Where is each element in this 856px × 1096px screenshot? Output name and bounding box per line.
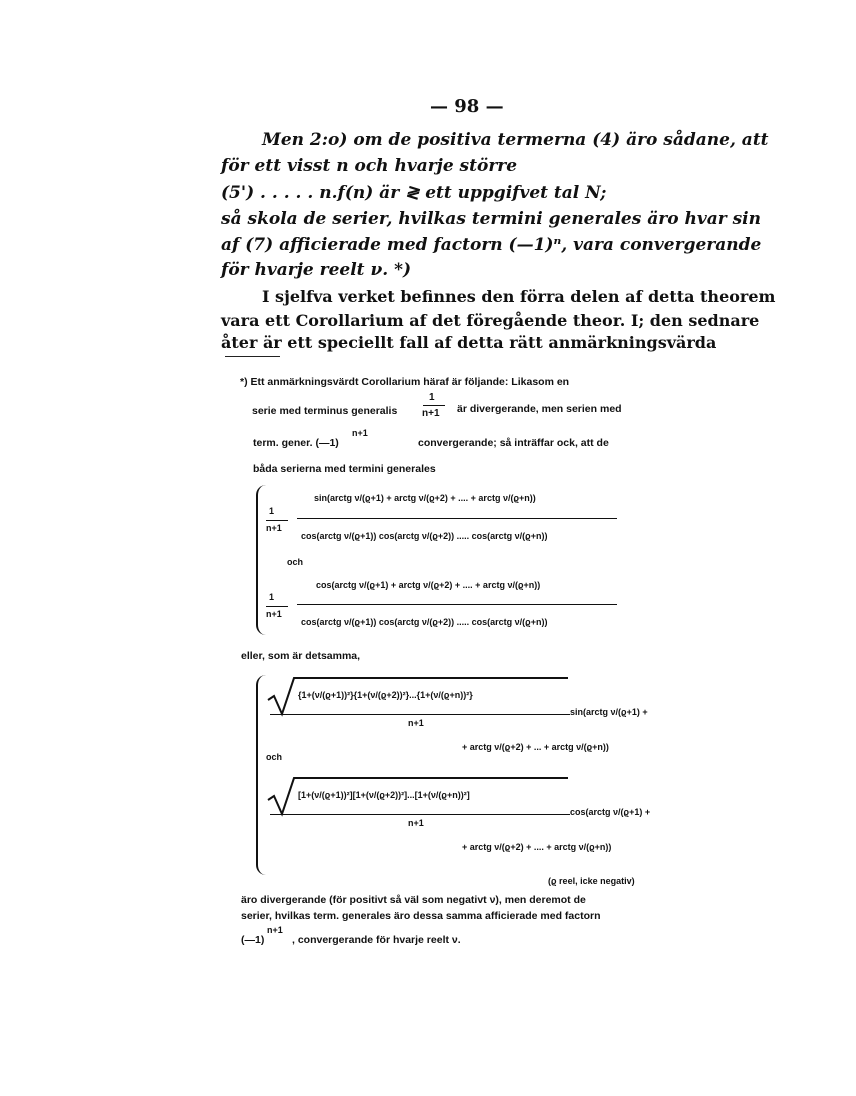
- footnote-line-2b: är divergerande, men serien med: [457, 403, 622, 415]
- sqrt2-content: [1+(ν/(ϱ+1))²][1+(ν/(ϱ+2))²]...[1+(ν/(ϱ+n))²]: [298, 790, 470, 800]
- theorem-line-4: så skola de serier, hvilkas termini generales äro hvar sin: [221, 209, 761, 229]
- theorem-line-1: Men 2:o) om de positiva termerna (4) äro sådane, att: [262, 130, 769, 150]
- exp-n1: n+1: [352, 428, 368, 438]
- paragraph-line-2: vara ett Corollarium af det föregående theor. I; den sednare: [221, 311, 760, 330]
- frac-one: 1: [429, 392, 435, 403]
- footnote-line-3b: convergerande; så inträffar ock, att de: [418, 437, 609, 449]
- footnote-line-4: båda serierna med termini generales: [253, 463, 436, 475]
- theorem-line-3: (5') . . . . . n.f(n) är ≷ ett uppgifvet tal N;: [221, 183, 607, 203]
- footnote-end-3b: , convergerande för hvarje reelt ν.: [292, 934, 461, 946]
- frac1-n1: n+1: [266, 523, 282, 533]
- formula2-den: cos(arctg ν/(ϱ+1)) cos(arctg ν/(ϱ+2)) ..... cos(arctg ν/(ϱ+n)): [301, 617, 548, 627]
- footnote-end-3a: (—1): [241, 934, 265, 946]
- formula2-num: cos(arctg ν/(ϱ+1) + arctg ν/(ϱ+2) + .... + arctg ν/(ϱ+n)): [316, 580, 541, 590]
- formula1-bar: [297, 518, 617, 519]
- footnote-line-1: *) Ett anmärkningsvärdt Corollarium häraf är följande: Likasom en: [240, 376, 570, 388]
- frac2-bar: [266, 606, 288, 607]
- frac-n1: n+1: [422, 408, 440, 419]
- left-brace-2: [256, 675, 268, 875]
- frac-bar: [423, 405, 445, 406]
- paragraph-line-3: åter är ett speciellt fall af detta rätt anmärkningsvärda: [221, 333, 717, 352]
- formula1-num: sin(arctg ν/(ϱ+1) + arctg ν/(ϱ+2) + .... + arctg ν/(ϱ+n)): [314, 493, 536, 503]
- footnote-end-1: äro divergerande (för positivt så väl som negativt ν), men deremot de: [241, 894, 586, 906]
- formula2-bar: [297, 604, 617, 605]
- footnote-line-2a: serie med terminus generalis: [252, 405, 398, 417]
- frac1-bar: [266, 520, 288, 521]
- frac2-n1: n+1: [266, 609, 282, 619]
- radical-overline-2: [294, 778, 566, 779]
- footnote-rule: [225, 356, 280, 357]
- footnote-line-3a: term. gener. (—1): [253, 437, 339, 449]
- sin-tail: sin(arctg ν/(ϱ+1) +: [570, 707, 648, 717]
- exp-n1-end: n+1: [267, 925, 283, 935]
- frac2-one: 1: [269, 592, 275, 602]
- theorem-line-5: af (7) afficierade med factorn (—1)ⁿ, vara convergerande: [221, 235, 762, 255]
- frac1-one: 1: [269, 506, 275, 516]
- sqrt2-den: n+1: [408, 818, 424, 828]
- formula1-den: cos(arctg ν/(ϱ+1)) cos(arctg ν/(ϱ+2)) ..... cos(arctg ν/(ϱ+n)): [301, 531, 548, 541]
- sqrt1-content: {1+(ν/(ϱ+1))²}{1+(ν/(ϱ+2))²}...{1+(ν/(ϱ+n))²}: [298, 690, 473, 700]
- paragraph-line-1: I sjelfva verket befinnes den förra delen af detta theorem: [262, 287, 776, 306]
- sin-tail-2: + arctg ν/(ϱ+2) + ... + arctg ν/(ϱ+n)): [462, 742, 609, 752]
- rho-note: (ϱ reel, icke negativ): [548, 876, 635, 886]
- footnote-end-2: serier, hvilkas term. generales äro dessa samma afficierade med factorn: [241, 910, 601, 922]
- sqrt2-frac-bar: [270, 814, 570, 815]
- page-number: — 98 —: [430, 96, 504, 117]
- theorem-line-2: för ett visst n och hvarje större: [221, 156, 518, 176]
- cos-tail-2: + arctg ν/(ϱ+2) + .... + arctg ν/(ϱ+n)): [462, 842, 612, 852]
- radical-overline-1: [294, 678, 566, 679]
- och-2: och: [266, 752, 283, 762]
- och-1: och: [287, 557, 304, 567]
- cos-tail: cos(arctg ν/(ϱ+1) +: [570, 807, 651, 817]
- eller-line: eller, som är detsamma,: [241, 650, 361, 662]
- sqrt1-den: n+1: [408, 718, 424, 728]
- sqrt1-frac-bar: [270, 714, 570, 715]
- theorem-line-6: för hvarje reelt ν. *): [221, 260, 412, 280]
